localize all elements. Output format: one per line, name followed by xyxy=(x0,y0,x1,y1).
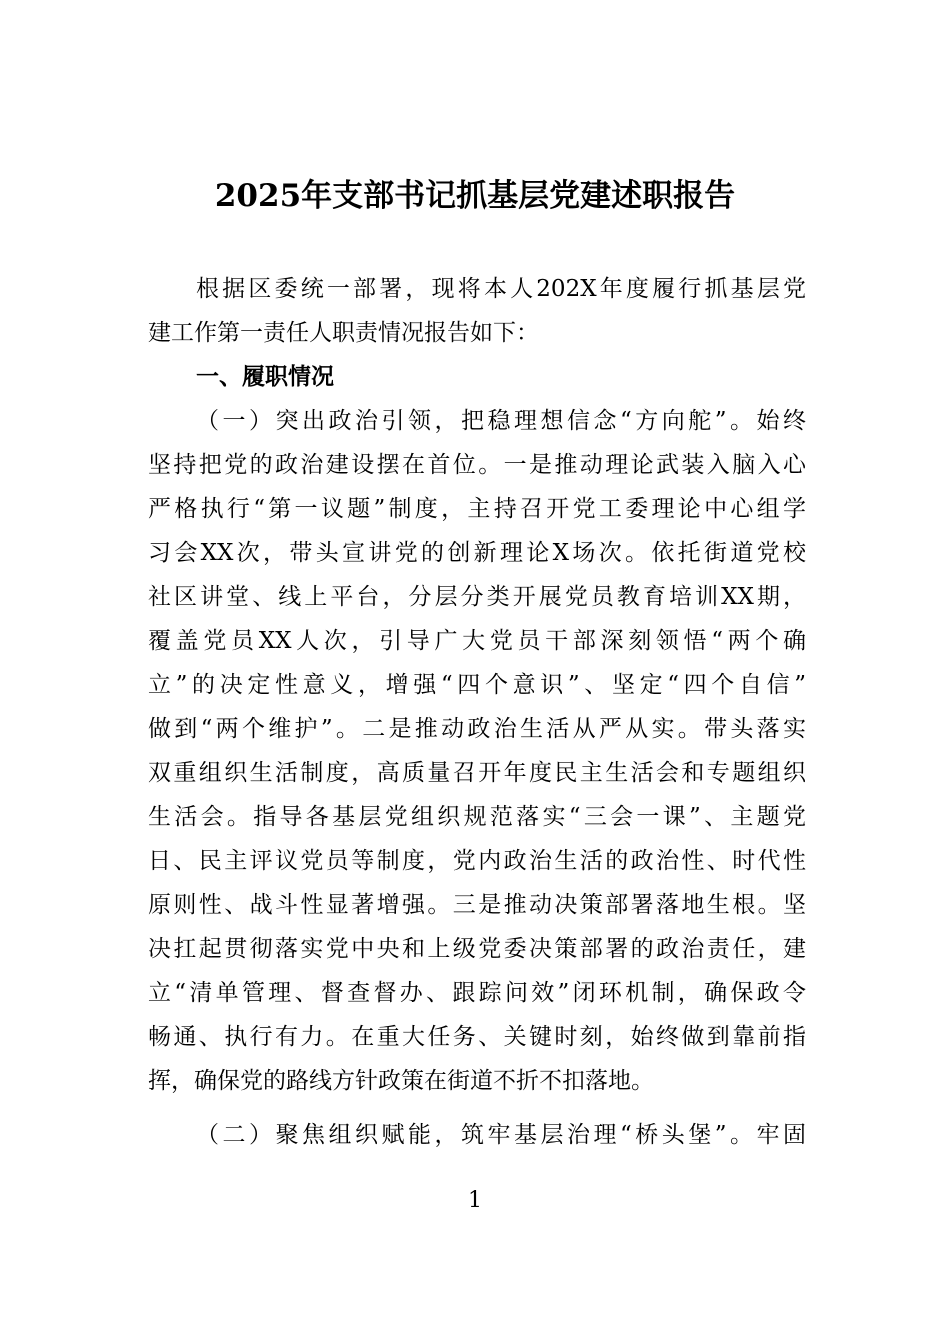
subsection-heading-line: （二）聚焦组织赋能，筑牢基层治理“桥头堡”。牢固 xyxy=(196,1122,806,1148)
paragraph-line: 根据区委统一部署，现将本人202X年度履行抓基层党 xyxy=(196,276,806,302)
paragraph-line: 双重组织生活制度，高质量召开年度民主生活会和专题组织 xyxy=(148,760,806,786)
document-title: 2025年支部书记抓基层党建述职报告 xyxy=(214,178,736,214)
paragraph-line: 日、民主评议党员等制度，党内政治生活的政治性、时代性 xyxy=(148,848,806,874)
paragraph-line: 社区讲堂、线上平台，分层分类开展党员教育培训XX期， xyxy=(148,584,806,610)
paragraph-line: 立”的决定性意义，增强“四个意识”、坚定“四个自信” xyxy=(148,672,806,698)
document-body xyxy=(148,270,806,1160)
paragraph-line: 严格执行“第一议题”制度，主持召开党工委理论中心组学 xyxy=(148,496,806,522)
paragraph-line: 畅通、执行有力。在重大任务、关键时刻，始终做到靠前指 xyxy=(148,1024,806,1050)
paragraph-line: 覆盖党员XX人次，引导广大党员干部深刻领悟“两个确 xyxy=(148,628,806,654)
paragraph-line: 习会XX次，带头宣讲党的创新理论X场次。依托街道党校 xyxy=(148,540,806,566)
paragraph-line: 建工作第一责任人职责情况报告如下： xyxy=(148,320,539,346)
paragraph-line: 决扛起贯彻落实党中央和上级党委决策部署的政治责任，建 xyxy=(148,936,806,962)
paragraph-line: 做到“两个维护”。二是推动政治生活从严从实。带头落实 xyxy=(148,716,806,742)
subsection-heading-line: （一）突出政治引领，把稳理想信念“方向舵”。始终 xyxy=(196,408,806,434)
section-heading: 一、履职情况 xyxy=(196,364,334,390)
paragraph-line: 生活会。指导各基层党组织规范落实“三会一课”、主题党 xyxy=(148,804,806,830)
paragraph-line: 原则性、战斗性显著增强。三是推动决策部署落地生根。坚 xyxy=(148,892,806,918)
paragraph-line: 坚持把党的政治建设摆在首位。一是推动理论武装入脑入心 xyxy=(148,452,806,478)
paragraph-line: 立“清单管理、督查督办、跟踪问效”闭环机制，确保政令 xyxy=(148,980,806,1006)
paragraph-line: 挥，确保党的路线方针政策在街道不折不扣落地。 xyxy=(148,1068,654,1094)
page-number: 1 xyxy=(468,1188,482,1213)
